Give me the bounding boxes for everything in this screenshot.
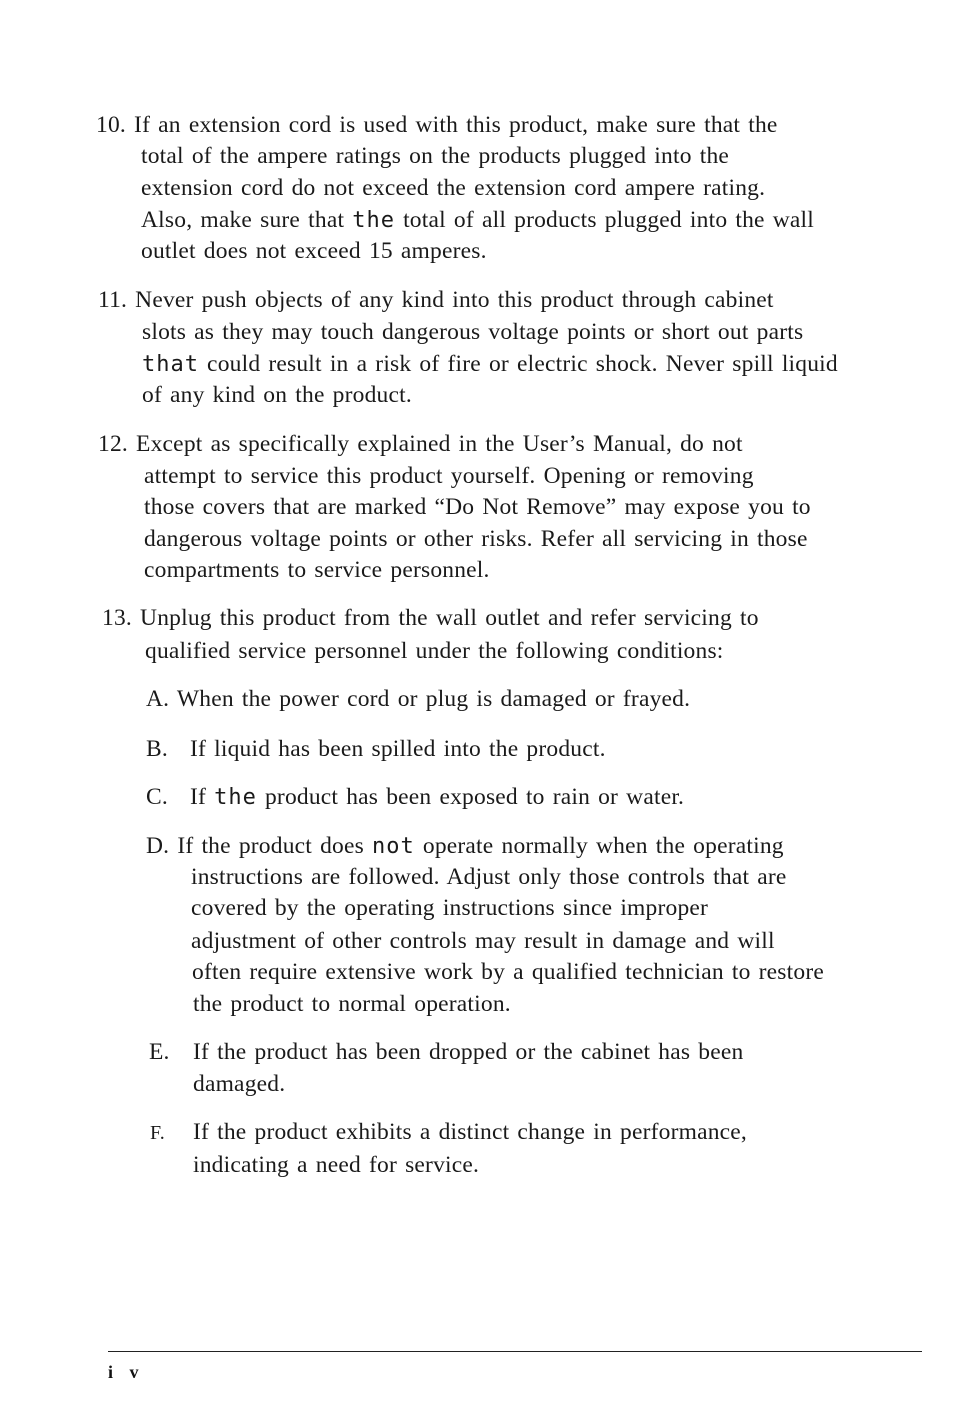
item-12-line-3: those covers that are marked “Do Not Remove” may expose you to xyxy=(144,494,811,520)
condition-C-line-1b: the xyxy=(214,785,257,810)
item-11-line-3a: that xyxy=(142,352,199,377)
condition-D-line-4: adjustment of other controls may result in damage and will xyxy=(191,928,775,954)
condition-D-line-5: often require extensive work by a qualified technician to restore xyxy=(192,959,824,985)
item-11-line-3b: could result in a risk of fire or electric shock. Never spill liquid xyxy=(198,351,838,377)
item-12-line-5: compartments to service personnel. xyxy=(144,557,490,583)
page-number: i v xyxy=(108,1362,145,1382)
item-10-line-4b: the xyxy=(352,208,395,233)
item-10-line-3: extension cord do not exceed the extension cord ampere rating. xyxy=(141,175,766,201)
condition-D-line-3: covered by the operating instructions since improper xyxy=(191,895,709,921)
item-10-line-4a: Also, make sure that xyxy=(141,207,353,233)
condition-D-line-1c: operate normally when the operating xyxy=(414,833,784,859)
condition-B-line-1: If liquid has been spilled into the product. xyxy=(190,736,606,762)
item-12-line-4: dangerous voltage points or other risks. Refer all servicing in those xyxy=(144,526,808,552)
footer-rule xyxy=(108,1351,922,1352)
condition-E-line-2: damaged. xyxy=(193,1071,286,1097)
item-11-line-1: 11. Never push objects of any kind into this product through cabinet xyxy=(98,287,774,313)
item-13-line-2: qualified service personnel under the following conditions: xyxy=(145,638,724,664)
item-13-line-1: 13. Unplug this product from the wall outlet and refer servicing to xyxy=(102,605,759,631)
item-11-line-3 xyxy=(142,350,838,379)
condition-D-line-1a: D. If the product does xyxy=(146,833,373,859)
item-10-line-5: outlet does not exceed 15 amperes. xyxy=(141,238,487,264)
item-10-line-1: 10. If an extension cord is used with this product, make sure that the xyxy=(96,112,778,138)
condition-C-line-1a: If xyxy=(190,784,215,810)
condition-E-line-1: If the product has been dropped or the cabinet has been xyxy=(193,1039,744,1065)
item-10-line-4c: total of all products plugged into the wall xyxy=(395,207,814,233)
condition-C-line-1c: product has been exposed to rain or water. xyxy=(256,784,685,810)
condition-F-label: F. xyxy=(150,1122,165,1144)
condition-C-label: C. xyxy=(146,784,168,810)
condition-D-line-1b: not xyxy=(372,834,415,859)
condition-D-line-6: the product to normal operation. xyxy=(193,991,511,1017)
condition-D-line-1 xyxy=(146,832,784,861)
condition-F-line-2: indicating a need for service. xyxy=(193,1152,480,1178)
condition-A-line-1: A. When the power cord or plug is damaged or frayed. xyxy=(146,686,691,712)
item-11-line-4: of any kind on the product. xyxy=(142,382,412,408)
item-12-line-2: attempt to service this product yourself. Opening or removing xyxy=(144,463,754,489)
condition-C-line-1 xyxy=(190,783,684,812)
item-10-line-2: total of the ampere ratings on the products plugged into the xyxy=(141,143,730,169)
condition-E-label: E. xyxy=(149,1039,170,1065)
item-12-line-1: 12. Except as specifically explained in the User’s Manual, do not xyxy=(98,431,743,457)
item-11-line-2: slots as they may touch dangerous voltage points or short out parts xyxy=(142,319,804,345)
condition-B-label: B. xyxy=(146,736,168,762)
item-10-line-4 xyxy=(141,206,814,235)
condition-D-line-2: instructions are followed. Adjust only those controls that are xyxy=(191,864,787,890)
condition-F-line-1: If the product exhibits a distinct change in performance, xyxy=(193,1119,748,1145)
